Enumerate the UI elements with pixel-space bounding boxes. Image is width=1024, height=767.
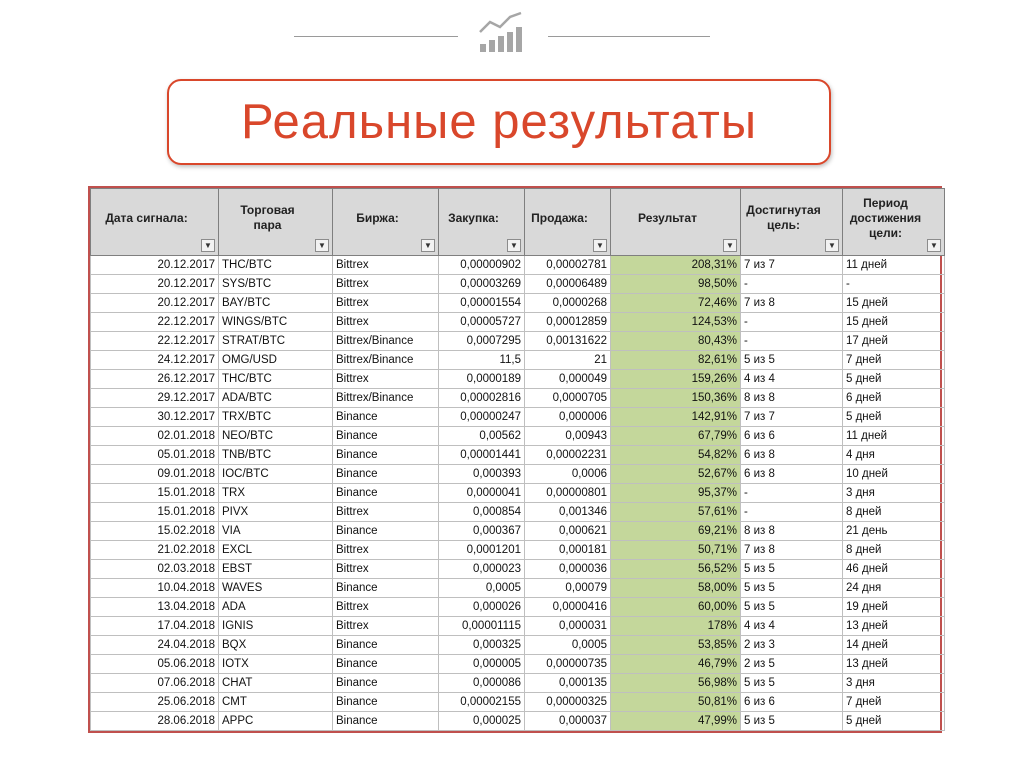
header-label: цели: <box>868 225 903 240</box>
cell-result: 56,98% <box>611 674 741 693</box>
cell-trading-pair: NEO/BTC <box>219 427 333 446</box>
cell-exchange: Bittrex <box>333 313 439 332</box>
cell-sell-price: 0,00000735 <box>525 655 611 674</box>
cell-trading-pair: IOC/BTC <box>219 465 333 484</box>
cell-exchange: Bittrex/Binance <box>333 332 439 351</box>
header-result <box>611 189 741 256</box>
cell-sell-price: 0,000049 <box>525 370 611 389</box>
cell-exchange: Binance <box>333 674 439 693</box>
cell-target-reached: 8 из 8 <box>741 522 843 541</box>
cell-result: 52,67% <box>611 465 741 484</box>
cell-signal-date: 29.12.2017 <box>91 389 219 408</box>
results-table <box>90 188 945 731</box>
table-row <box>91 484 945 503</box>
cell-target-reached: - <box>741 275 843 294</box>
cell-target-reached: 6 из 6 <box>741 427 843 446</box>
cell-target-period: 5 дней <box>843 408 945 427</box>
cell-trading-pair: CMT <box>219 693 333 712</box>
cell-sell-price: 0,0000268 <box>525 294 611 313</box>
cell-target-reached: 5 из 5 <box>741 598 843 617</box>
cell-sell-price: 0,00002781 <box>525 256 611 275</box>
top-divider-left <box>294 36 458 37</box>
table-row <box>91 522 945 541</box>
cell-target-reached: 7 из 8 <box>741 541 843 560</box>
cell-target-reached: - <box>741 484 843 503</box>
cell-buy-price: 0,000023 <box>439 560 525 579</box>
cell-result: 98,50% <box>611 275 741 294</box>
cell-buy-price: 0,00001441 <box>439 446 525 465</box>
cell-result: 72,46% <box>611 294 741 313</box>
header-label: пара <box>253 218 282 232</box>
header-label: Дата сигнала: <box>105 210 188 225</box>
cell-sell-price: 0,00006489 <box>525 275 611 294</box>
cell-target-period: 5 дней <box>843 370 945 389</box>
cell-result: 178% <box>611 617 741 636</box>
cell-buy-price: 0,00002816 <box>439 389 525 408</box>
cell-sell-price: 0,001346 <box>525 503 611 522</box>
cell-sell-price: 0,00000801 <box>525 484 611 503</box>
cell-signal-date: 05.01.2018 <box>91 446 219 465</box>
header-label: цель: <box>766 218 801 232</box>
cell-sell-price: 0,0005 <box>525 636 611 655</box>
table-header-row <box>91 189 945 256</box>
cell-buy-price: 0,00002155 <box>439 693 525 712</box>
cell-signal-date: 15.01.2018 <box>91 484 219 503</box>
cell-signal-date: 26.12.2017 <box>91 370 219 389</box>
cell-exchange: Binance <box>333 465 439 484</box>
cell-buy-price: 0,0000041 <box>439 484 525 503</box>
cell-signal-date: 20.12.2017 <box>91 294 219 313</box>
cell-sell-price: 0,000006 <box>525 408 611 427</box>
cell-target-period: 46 дней <box>843 560 945 579</box>
cell-target-reached: 6 из 8 <box>741 465 843 484</box>
cell-trading-pair: TRX/BTC <box>219 408 333 427</box>
cell-trading-pair: TRX <box>219 484 333 503</box>
header-sell-price <box>525 189 611 256</box>
cell-exchange: Binance <box>333 446 439 465</box>
cell-result: 67,79% <box>611 427 741 446</box>
cell-exchange: Binance <box>333 655 439 674</box>
cell-target-period: 21 день <box>843 522 945 541</box>
cell-buy-price: 0,000854 <box>439 503 525 522</box>
cell-signal-date: 09.01.2018 <box>91 465 219 484</box>
header-label: Закупка: <box>448 210 499 225</box>
cell-trading-pair: IOTX <box>219 655 333 674</box>
cell-trading-pair: ADA/BTC <box>219 389 333 408</box>
cell-signal-date: 22.12.2017 <box>91 313 219 332</box>
cell-target-period: 10 дней <box>843 465 945 484</box>
cell-target-period: 6 дней <box>843 389 945 408</box>
header-exchange <box>333 189 439 256</box>
cell-trading-pair: BQX <box>219 636 333 655</box>
cell-result: 80,43% <box>611 332 741 351</box>
cell-target-reached: 5 из 5 <box>741 351 843 370</box>
cell-target-period: 11 дней <box>843 256 945 275</box>
cell-signal-date: 20.12.2017 <box>91 275 219 294</box>
cell-target-reached: 2 из 3 <box>741 636 843 655</box>
table-row <box>91 712 945 731</box>
header-label: Торговая <box>240 203 295 217</box>
cell-exchange: Bittrex <box>333 294 439 313</box>
cell-sell-price: 0,0006 <box>525 465 611 484</box>
cell-buy-price: 0,0007295 <box>439 332 525 351</box>
table-row <box>91 655 945 674</box>
cell-target-reached: 8 из 8 <box>741 389 843 408</box>
cell-target-period: 17 дней <box>843 332 945 351</box>
header-target-period <box>843 189 945 256</box>
filter-dropdown-icon[interactable]: ▼ <box>421 239 435 252</box>
cell-buy-price: 0,00000247 <box>439 408 525 427</box>
cell-result: 58,00% <box>611 579 741 598</box>
cell-target-reached: - <box>741 313 843 332</box>
cell-buy-price: 0,000025 <box>439 712 525 731</box>
header-label: Биржа: <box>356 210 399 225</box>
cell-trading-pair: STRAT/BTC <box>219 332 333 351</box>
cell-sell-price: 0,000031 <box>525 617 611 636</box>
cell-sell-price: 0,00002231 <box>525 446 611 465</box>
table-row <box>91 446 945 465</box>
cell-sell-price: 0,000036 <box>525 560 611 579</box>
cell-target-reached: 7 из 7 <box>741 408 843 427</box>
cell-target-period: 15 дней <box>843 313 945 332</box>
table-row <box>91 693 945 712</box>
cell-signal-date: 15.02.2018 <box>91 522 219 541</box>
header-label: Достигнутая <box>746 203 821 217</box>
cell-target-reached: 5 из 5 <box>741 560 843 579</box>
cell-exchange: Binance <box>333 693 439 712</box>
cell-trading-pair: PIVX <box>219 503 333 522</box>
cell-target-reached: 7 из 8 <box>741 294 843 313</box>
cell-sell-price: 0,000181 <box>525 541 611 560</box>
header-signal-date <box>91 189 219 256</box>
cell-trading-pair: TNB/BTC <box>219 446 333 465</box>
cell-target-period: 7 дней <box>843 693 945 712</box>
cell-buy-price: 0,00003269 <box>439 275 525 294</box>
filter-dropdown-icon[interactable]: ▼ <box>825 239 839 252</box>
cell-buy-price: 0,0000189 <box>439 370 525 389</box>
cell-trading-pair: THC/BTC <box>219 256 333 275</box>
cell-sell-price: 0,00000325 <box>525 693 611 712</box>
cell-buy-price: 0,000005 <box>439 655 525 674</box>
cell-buy-price: 0,000086 <box>439 674 525 693</box>
table-row <box>91 370 945 389</box>
cell-target-period: 13 дней <box>843 617 945 636</box>
cell-signal-date: 02.03.2018 <box>91 560 219 579</box>
cell-exchange: Bittrex/Binance <box>333 389 439 408</box>
cell-trading-pair: EBST <box>219 560 333 579</box>
cell-signal-date: 22.12.2017 <box>91 332 219 351</box>
cell-target-period: 3 дня <box>843 674 945 693</box>
cell-result: 60,00% <box>611 598 741 617</box>
cell-sell-price: 0,000621 <box>525 522 611 541</box>
cell-result: 142,91% <box>611 408 741 427</box>
title-box <box>167 79 831 165</box>
filter-dropdown-icon[interactable]: ▼ <box>927 239 941 252</box>
cell-exchange: Binance <box>333 427 439 446</box>
cell-target-period: 8 дней <box>843 541 945 560</box>
cell-target-reached: 6 из 8 <box>741 446 843 465</box>
cell-target-reached: 5 из 5 <box>741 674 843 693</box>
cell-trading-pair: VIA <box>219 522 333 541</box>
cell-target-reached: 4 из 4 <box>741 370 843 389</box>
cell-trading-pair: BAY/BTC <box>219 294 333 313</box>
cell-target-period: 11 дней <box>843 427 945 446</box>
cell-exchange: Binance <box>333 712 439 731</box>
table-row <box>91 503 945 522</box>
cell-signal-date: 30.12.2017 <box>91 408 219 427</box>
cell-sell-price: 0,00079 <box>525 579 611 598</box>
cell-sell-price: 0,00131622 <box>525 332 611 351</box>
cell-target-period: 13 дней <box>843 655 945 674</box>
header-buy-price <box>439 189 525 256</box>
table-row <box>91 541 945 560</box>
cell-exchange: Bittrex <box>333 541 439 560</box>
results-table-container <box>88 186 942 733</box>
cell-target-reached: - <box>741 503 843 522</box>
cell-target-period: 15 дней <box>843 294 945 313</box>
cell-exchange: Binance <box>333 484 439 503</box>
cell-target-period: 4 дня <box>843 446 945 465</box>
cell-result: 159,26% <box>611 370 741 389</box>
cell-exchange: Bittrex/Binance <box>333 351 439 370</box>
header-trading-pair <box>219 189 333 256</box>
cell-trading-pair: WINGS/BTC <box>219 313 333 332</box>
cell-result: 57,61% <box>611 503 741 522</box>
cell-target-period: 8 дней <box>843 503 945 522</box>
table-body <box>91 256 945 731</box>
cell-exchange: Binance <box>333 579 439 598</box>
cell-result: 47,99% <box>611 712 741 731</box>
cell-result: 56,52% <box>611 560 741 579</box>
table-row <box>91 275 945 294</box>
cell-exchange: Binance <box>333 408 439 427</box>
table-row <box>91 674 945 693</box>
cell-target-reached: 4 из 4 <box>741 617 843 636</box>
cell-trading-pair: WAVES <box>219 579 333 598</box>
cell-sell-price: 0,0000705 <box>525 389 611 408</box>
cell-exchange: Bittrex <box>333 256 439 275</box>
cell-buy-price: 0,0005 <box>439 579 525 598</box>
table-row <box>91 636 945 655</box>
cell-target-reached: 2 из 5 <box>741 655 843 674</box>
cell-signal-date: 28.06.2018 <box>91 712 219 731</box>
table-row <box>91 598 945 617</box>
cell-signal-date: 10.04.2018 <box>91 579 219 598</box>
cell-trading-pair: IGNIS <box>219 617 333 636</box>
table-row <box>91 351 945 370</box>
cell-result: 95,37% <box>611 484 741 503</box>
cell-trading-pair: OMG/USD <box>219 351 333 370</box>
filter-dropdown-icon[interactable]: ▼ <box>723 239 737 252</box>
cell-buy-price: 0,00000902 <box>439 256 525 275</box>
cell-result: 53,85% <box>611 636 741 655</box>
cell-buy-price: 0,000393 <box>439 465 525 484</box>
header-label: Период <box>863 195 908 210</box>
cell-result: 50,71% <box>611 541 741 560</box>
cell-result: 46,79% <box>611 655 741 674</box>
header-label: достижения <box>849 210 922 225</box>
cell-buy-price: 0,0001201 <box>439 541 525 560</box>
table-row <box>91 465 945 484</box>
table-row <box>91 294 945 313</box>
table-row <box>91 256 945 275</box>
cell-buy-price: 0,00001554 <box>439 294 525 313</box>
cell-trading-pair: THC/BTC <box>219 370 333 389</box>
cell-buy-price: 0,000367 <box>439 522 525 541</box>
filter-dropdown-icon[interactable]: ▼ <box>315 239 329 252</box>
cell-signal-date: 25.06.2018 <box>91 693 219 712</box>
cell-buy-price: 0,00005727 <box>439 313 525 332</box>
table-row <box>91 579 945 598</box>
cell-target-period: - <box>843 275 945 294</box>
cell-exchange: Bittrex <box>333 275 439 294</box>
cell-signal-date: 24.12.2017 <box>91 351 219 370</box>
cell-exchange: Bittrex <box>333 560 439 579</box>
table-row <box>91 560 945 579</box>
cell-target-reached: 7 из 7 <box>741 256 843 275</box>
table-row <box>91 408 945 427</box>
cell-signal-date: 05.06.2018 <box>91 655 219 674</box>
cell-target-period: 24 дня <box>843 579 945 598</box>
table-row <box>91 617 945 636</box>
cell-exchange: Binance <box>333 636 439 655</box>
cell-result: 124,53% <box>611 313 741 332</box>
cell-buy-price: 0,00001115 <box>439 617 525 636</box>
cell-target-period: 5 дней <box>843 712 945 731</box>
cell-signal-date: 07.06.2018 <box>91 674 219 693</box>
cell-target-reached: 5 из 5 <box>741 579 843 598</box>
cell-sell-price: 0,000135 <box>525 674 611 693</box>
cell-result: 150,36% <box>611 389 741 408</box>
cell-buy-price: 0,00562 <box>439 427 525 446</box>
cell-sell-price: 0,000037 <box>525 712 611 731</box>
cell-trading-pair: SYS/BTC <box>219 275 333 294</box>
header-target-reached <box>741 189 843 256</box>
cell-target-reached: - <box>741 332 843 351</box>
cell-result: 50,81% <box>611 693 741 712</box>
page-title: Реальные результаты <box>240 95 758 149</box>
cell-target-reached: 6 из 6 <box>741 693 843 712</box>
cell-target-period: 19 дней <box>843 598 945 617</box>
table-row <box>91 313 945 332</box>
filter-dropdown-icon[interactable]: ▼ <box>593 239 607 252</box>
header-label: Результат <box>638 210 697 225</box>
cell-target-period: 3 дня <box>843 484 945 503</box>
cell-signal-date: 02.01.2018 <box>91 427 219 446</box>
cell-buy-price: 0,000026 <box>439 598 525 617</box>
cell-signal-date: 20.12.2017 <box>91 256 219 275</box>
cell-exchange: Bittrex <box>333 503 439 522</box>
cell-exchange: Binance <box>333 522 439 541</box>
table-row <box>91 332 945 351</box>
cell-exchange: Bittrex <box>333 598 439 617</box>
cell-target-period: 7 дней <box>843 351 945 370</box>
cell-buy-price: 11,5 <box>439 351 525 370</box>
top-divider-right <box>548 36 710 37</box>
cell-sell-price: 0,00943 <box>525 427 611 446</box>
cell-trading-pair: CHAT <box>219 674 333 693</box>
cell-sell-price: 0,00012859 <box>525 313 611 332</box>
filter-dropdown-icon[interactable]: ▼ <box>507 239 521 252</box>
cell-sell-price: 0,0000416 <box>525 598 611 617</box>
cell-buy-price: 0,000325 <box>439 636 525 655</box>
cell-target-period: 14 дней <box>843 636 945 655</box>
cell-trading-pair: ADA <box>219 598 333 617</box>
cell-signal-date: 15.01.2018 <box>91 503 219 522</box>
cell-signal-date: 21.02.2018 <box>91 541 219 560</box>
cell-result: 208,31% <box>611 256 741 275</box>
cell-trading-pair: EXCL <box>219 541 333 560</box>
filter-dropdown-icon[interactable]: ▼ <box>201 239 215 252</box>
bar-chart-icon <box>478 10 526 54</box>
cell-signal-date: 24.04.2018 <box>91 636 219 655</box>
cell-sell-price: 21 <box>525 351 611 370</box>
cell-exchange: Bittrex <box>333 617 439 636</box>
cell-target-reached: 5 из 5 <box>741 712 843 731</box>
cell-exchange: Bittrex <box>333 370 439 389</box>
cell-result: 54,82% <box>611 446 741 465</box>
cell-trading-pair: APPC <box>219 712 333 731</box>
cell-result: 69,21% <box>611 522 741 541</box>
table-row <box>91 427 945 446</box>
cell-signal-date: 17.04.2018 <box>91 617 219 636</box>
header-label: Продажа: <box>531 210 588 225</box>
cell-result: 82,61% <box>611 351 741 370</box>
table-row <box>91 389 945 408</box>
cell-signal-date: 13.04.2018 <box>91 598 219 617</box>
